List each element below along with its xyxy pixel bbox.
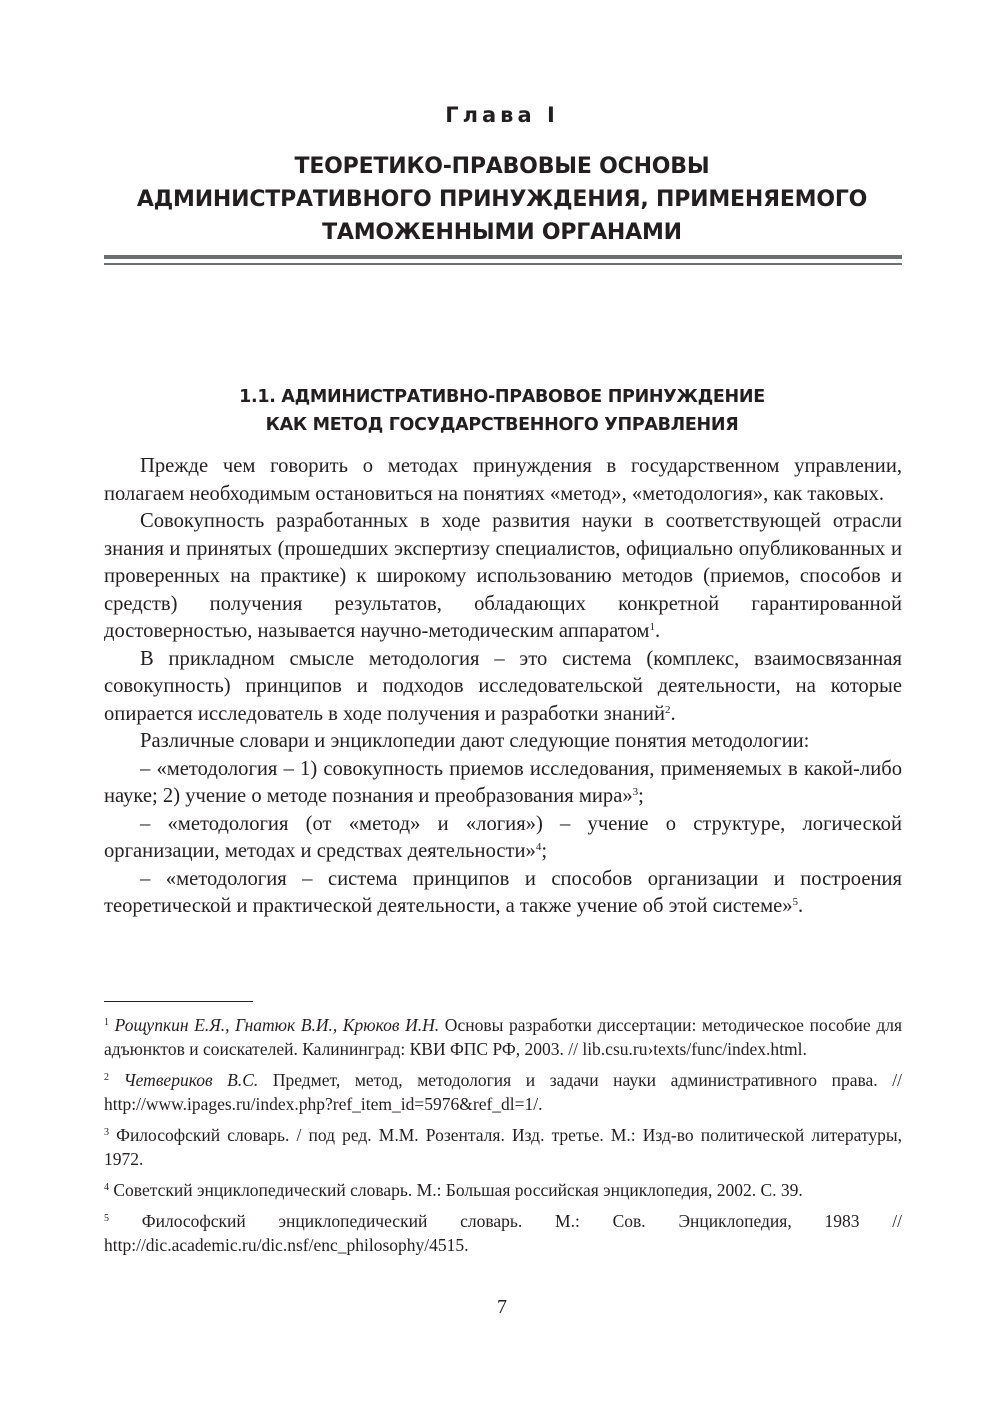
definition-item bbox=[104, 756, 902, 811]
paragraph-text: – «методология (от «метод» и «логия») – учение о структуре, логической организации, методах и средствах деятельности» bbox=[104, 812, 902, 862]
footnote bbox=[104, 1178, 902, 1202]
footnote-separator bbox=[104, 1001, 253, 1002]
footnote-ref[interactable]: 4 bbox=[535, 841, 542, 853]
footnote-author: Рощупкин Е.Я., Гнатюк В.И., Крюков И.Н. bbox=[114, 1015, 440, 1035]
definition-item bbox=[104, 811, 902, 866]
footnote-number: 1 bbox=[104, 1017, 109, 1028]
paragraph bbox=[104, 508, 902, 646]
footnote-number: 2 bbox=[104, 1072, 109, 1083]
footnote-text: Философский энциклопедический словарь. М.: Сов. Энциклопедия, 1983 // http://dic.academic.ru/dic.nsf/enc_philosophy/4515. bbox=[104, 1211, 902, 1255]
body-text bbox=[104, 453, 902, 921]
section-title-line: 1.1. АДМИНИСТРАТИВНО-ПРАВОВОЕ ПРИНУЖДЕНИЕ bbox=[239, 387, 765, 407]
footnote-text: Советский энциклопедический словарь. М.: Большая российская энциклопедия, 2002. С. 39. bbox=[109, 1180, 803, 1200]
section-title bbox=[100, 383, 904, 439]
page-number: 7 bbox=[497, 1296, 507, 1318]
footnote-number: 3 bbox=[104, 1127, 109, 1138]
footnote bbox=[104, 1123, 902, 1171]
footnote-number: 4 bbox=[104, 1182, 109, 1193]
paragraph bbox=[104, 728, 902, 756]
chapter-title-line: ТАМОЖЕННЫМИ ОРГАНАМИ bbox=[322, 220, 682, 245]
footnote bbox=[104, 1013, 902, 1061]
footnote-ref[interactable]: 1 bbox=[649, 621, 655, 633]
paragraph bbox=[104, 646, 902, 729]
paragraph-text: Прежде чем говорить о методах принуждения в государственном управлении, полагаем необходимым остановиться на понятиях «метод», «методология», как таковых. bbox=[104, 455, 902, 505]
footnote-ref[interactable]: 2 bbox=[665, 703, 671, 716]
paragraph-text: Различные словари и энциклопедии дают следующие понятия методологии: bbox=[140, 730, 810, 752]
paragraph bbox=[104, 453, 902, 508]
footnote-number: 5 bbox=[104, 1213, 109, 1224]
footnotes bbox=[104, 1013, 902, 1264]
footnote-author: Четвериков В.С. bbox=[123, 1070, 259, 1090]
section-title-line: КАК МЕТОД ГОСУДАРСТВЕННОГО УПРАВЛЕНИЯ bbox=[265, 415, 739, 435]
footnote-ref[interactable]: 5 bbox=[792, 896, 799, 908]
paragraph-tail: . bbox=[654, 620, 661, 642]
paragraph-tail: ; bbox=[638, 785, 644, 807]
paragraph-tail: . bbox=[670, 702, 676, 725]
chapter-title-line: АДМИНИСТРАТИВНОГО ПРИНУЖДЕНИЯ, ПРИМЕНЯЕМОГО bbox=[136, 187, 868, 212]
paragraph-text: В прикладном смысле методология – это система (комплекс, взаимосвязанная совокупность) принципов и подходов исследовательской деятельности, на которые опирается исследователь в ходе получения и разработки знаний bbox=[104, 647, 902, 725]
chapter-label: Глава I bbox=[445, 103, 559, 127]
chapter-title bbox=[100, 150, 904, 249]
footnote-ref[interactable]: 3 bbox=[632, 786, 639, 798]
footnote-text: Философский словарь. / под ред. М.М. Розенталя. Изд. третье. М.: Изд-во политической литературы, 1972. bbox=[104, 1125, 902, 1169]
footnote bbox=[104, 1209, 902, 1257]
definition-item bbox=[104, 866, 902, 921]
paragraph-tail: . bbox=[798, 895, 804, 917]
chapter-divider-thick bbox=[104, 255, 902, 259]
paragraph-tail: ; bbox=[541, 840, 548, 862]
paragraph-text: – «методология – система принципов и способов организации и построения теоретической и практической деятельности, а также учение об этой системе» bbox=[104, 867, 902, 917]
paragraph-text: – «методология – 1) совокупность приемов исследования, применяемых в какой-либо науке; 2) учение о методе познания и преобразования мира» bbox=[104, 757, 902, 807]
chapter-title-line: ТЕОРЕТИКО-ПРАВОВЫЕ ОСНОВЫ bbox=[294, 154, 710, 179]
footnote bbox=[104, 1068, 902, 1116]
chapter-divider-thin bbox=[104, 263, 902, 265]
footnote-text: Основы разработки диссертации: методическое пособие для адъюнктов и соискателей. Калининград: КВИ ФПС РФ, 2003. // lib.csu.ru›texts/func/index.html. bbox=[104, 1015, 903, 1059]
paragraph-text: Совокупность разработанных в ходе развития науки в соответствующей отрасли знания и принятых (прошедших экспертизу специалистов, официально опубликованных и проверенных на практике) к широкому использованию методов (приемов, способов и средств) получения результатов, обладающих конкретной гарантированной достоверностью, называется научно-методическим аппаратом bbox=[104, 510, 902, 642]
footnote-text: Предмет, метод, методология и задачи науки административного права. // http://www.ipages.ru/index.php?ref_item_id=5976&ref_dl=1/. bbox=[104, 1070, 903, 1114]
